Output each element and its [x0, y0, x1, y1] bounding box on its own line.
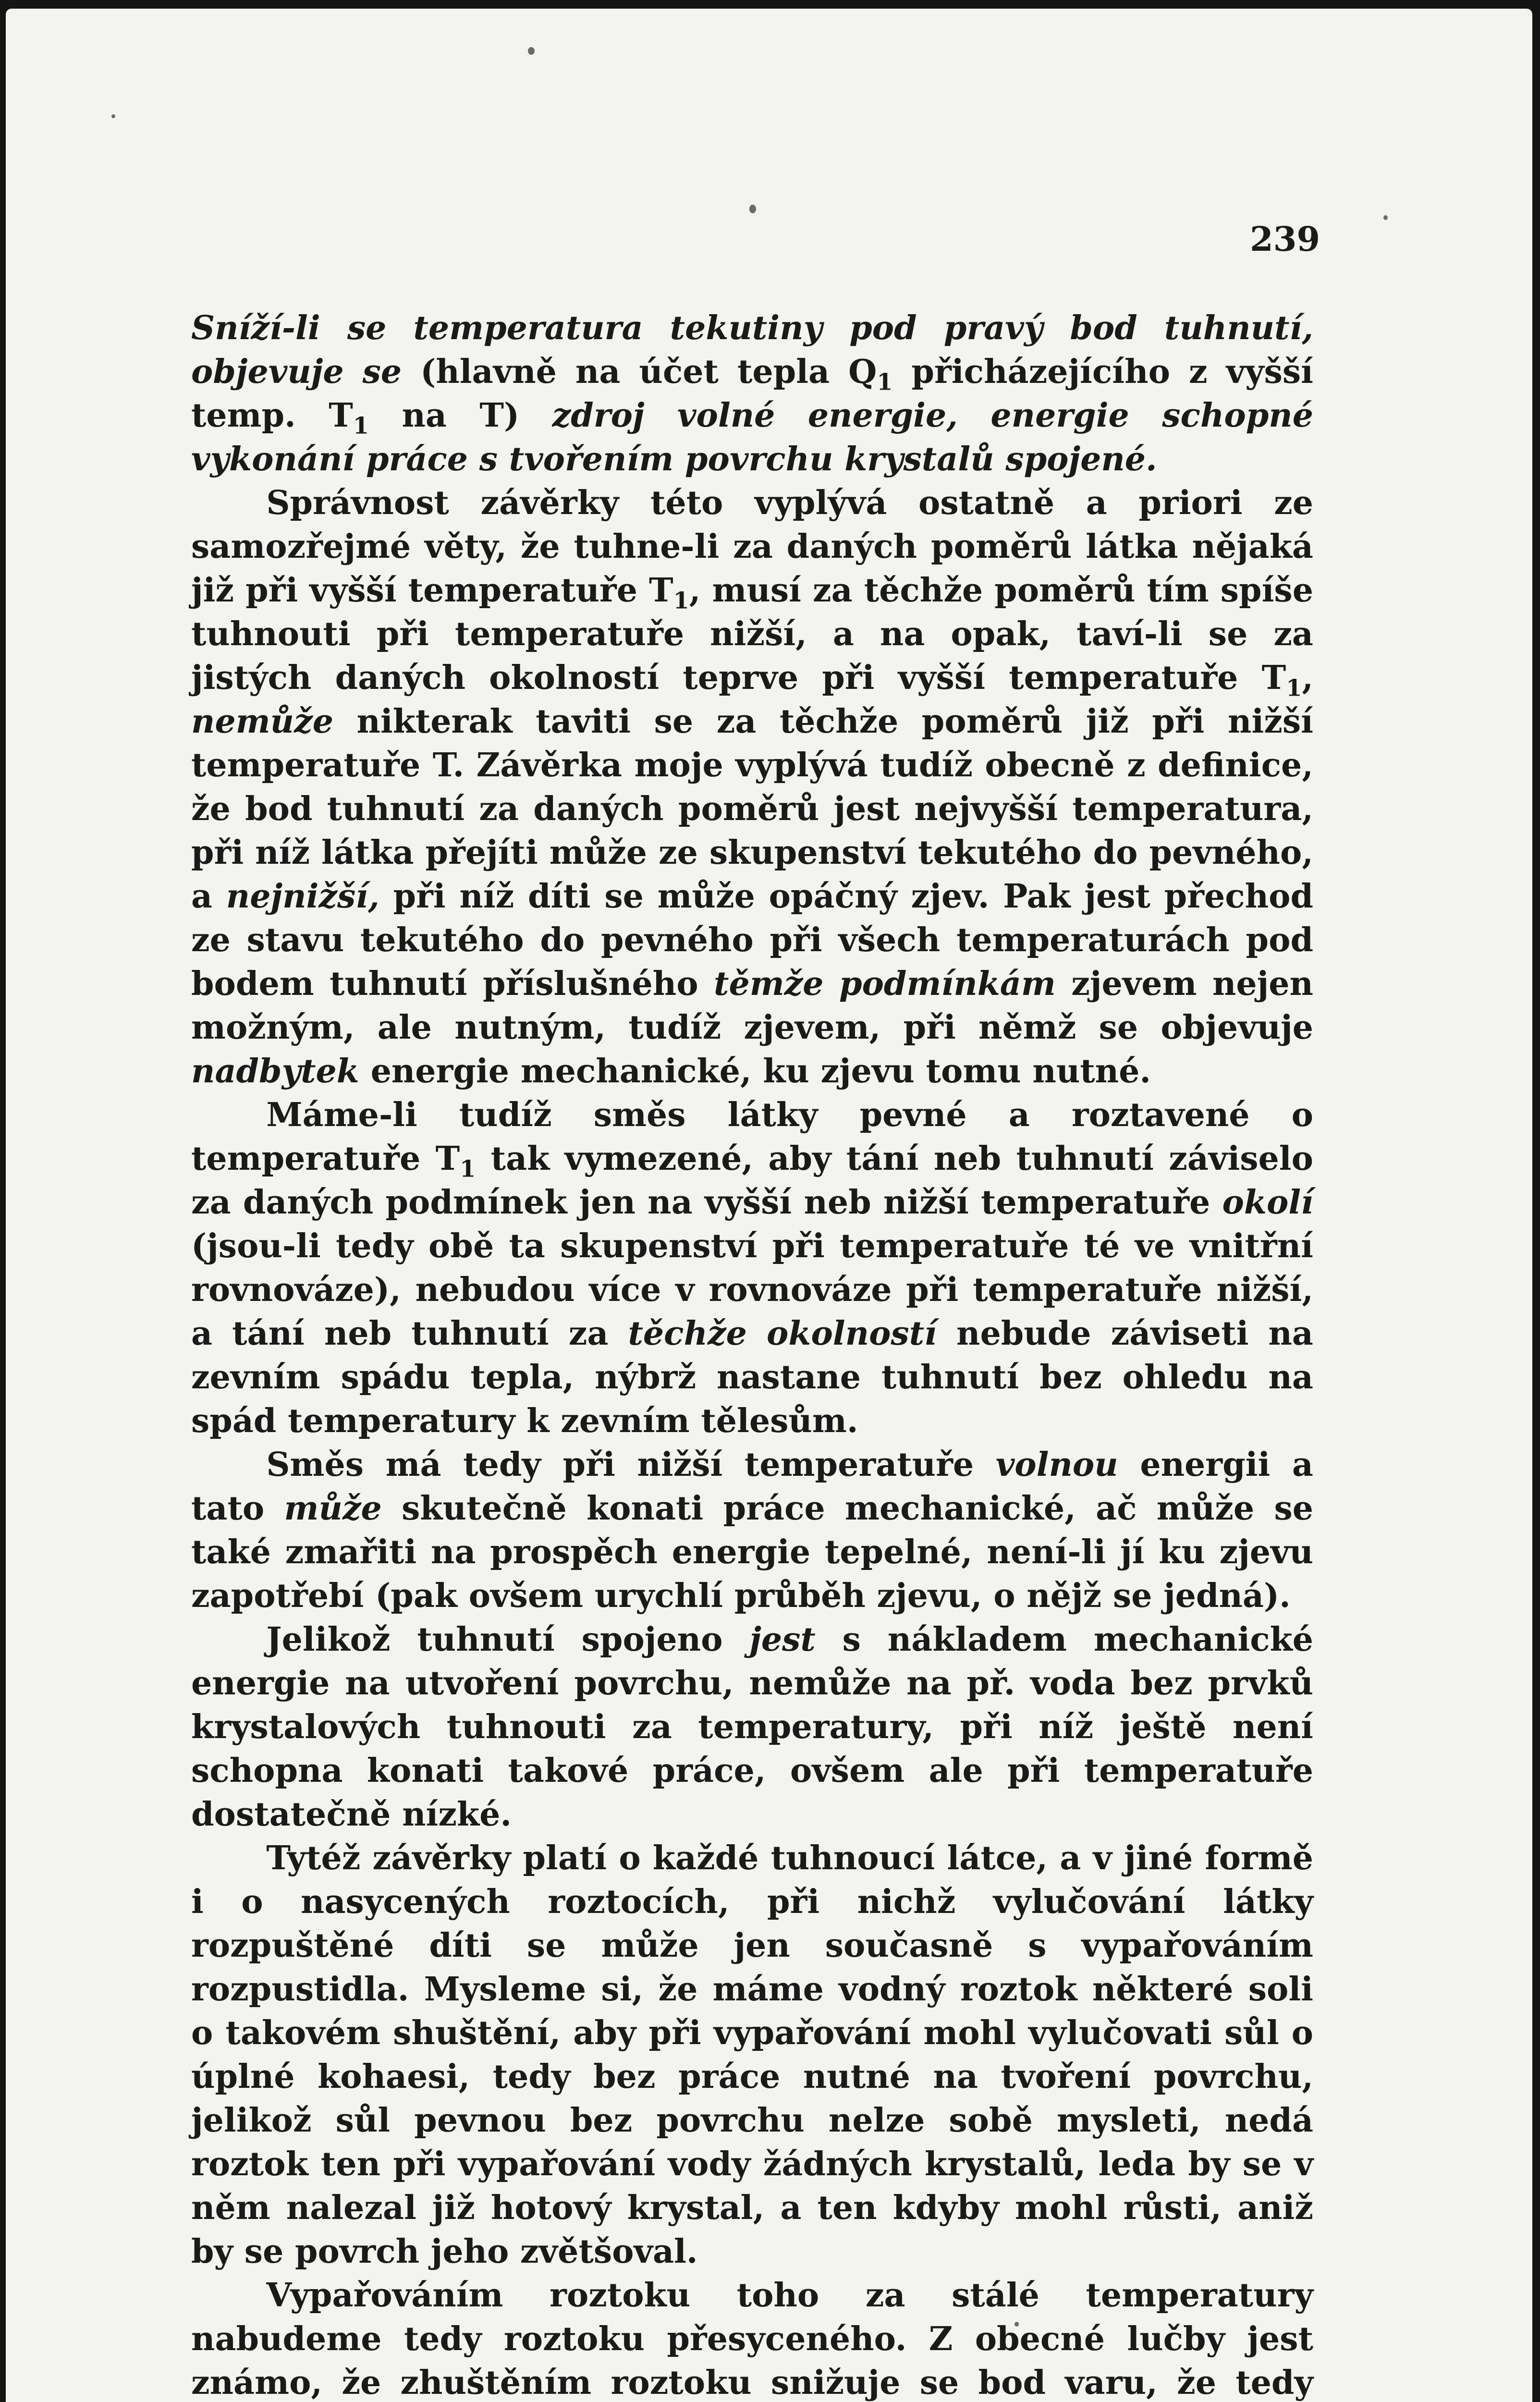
- text-run: nebude záviseti na zevním spádu tepla, nýbrž nastane tuhnutí bez ohledu na spád temperatury k zevním tělesům.: [191, 1314, 1313, 1440]
- speck: [1383, 215, 1388, 220]
- text-run: nikterak taviti se za těchže poměrů již při nižší temperatuře T. Závěrka moje vyplývá tudíž obecně z definice, že bod tuhnutí za daných poměrů jest nejvyšší temperatura, při níž látka přejíti může ze skupenství tekutého do pevného, a: [191, 702, 1313, 916]
- speck: [528, 47, 535, 55]
- text-run: Tytéž závěrky platí o každé tuhnoucí látce, a v jiné formě i o nasycených roztocích, při nichž vylučování látky rozpuštěné díti se může jen současně s vypařováním rozpustidla. Mysleme si, že máme vodný roztok některé soli o takovém shuštění, aby při vypařování mohl vylučovati sůl o úplné kohaesi, tedy bez práce nutné na tvoření povrchu, jelikož sůl pevnou bez povrchu nelze sobě mysleti, nedá roztok ten při vypařování vody žádných krystalů, leda by se v něm nalezal již hotový krystal, a ten kdyby mohl růsti, aniž by se povrch jeho zvětšoval.: [191, 1839, 1313, 2271]
- italic-text: zdroj volné energie, energie schopné vykonání práce s tvořením povrchu krystalů spojené.: [191, 396, 1313, 478]
- text-run: skutečně konati práce mechanické, ač může se také zmařiti na prospěch energie tepelné, není-li jí ku zjevu zapotřebí (pak ovšem urychlí průběh zjevu, o nějž se jedná).: [191, 1489, 1313, 1615]
- text-run: Jelikož tuhnutí spojeno: [266, 1620, 750, 1659]
- subscript: 1: [353, 412, 369, 440]
- paragraph: [191, 2274, 1313, 2402]
- text-run: ,: [1302, 659, 1313, 697]
- text-run: (hlavně na účet tepla Q: [402, 353, 877, 391]
- text-run: s nákladem mechanické energie na utvoření povrchu, nemůže na př. voda bez prvků krystalových tuhnouti za temperatury, při níž ještě není schopna konati takové práce, ovšem ale při temperatuře dostatečně nízké.: [191, 1620, 1314, 1834]
- speck: [749, 205, 756, 213]
- subscript: 1: [877, 368, 893, 396]
- italic-text: těmže podmínkám: [714, 965, 1056, 1003]
- speck: [111, 114, 115, 118]
- italic-text: nadbytek: [191, 1052, 359, 1091]
- italic-text: okolí: [1222, 1183, 1313, 1222]
- text-run: na T): [369, 396, 552, 435]
- text-run: tak vymezené, aby tání neb tuhnutí záviselo za daných podmínek jen na vyšší neb nižší temperatuře: [191, 1140, 1313, 1222]
- body-text: [191, 306, 1313, 2402]
- text-run: Správnost závěrky této vyplývá ostatně a priori ze samozřejmé věty, že tuhne-li za daných poměrů látka nějaká již při vyšší temperatuře T: [191, 484, 1313, 610]
- subscript: 1: [673, 587, 689, 614]
- text-run: energii a tato: [191, 1446, 1313, 1528]
- paragraph: [191, 481, 1313, 1093]
- book-page: [6, 9, 1532, 2402]
- text-run: při níž díti se může opáčný zjev. Pak jest přechod ze stavu tekutého do pevného při všech temperaturách pod bodem tuhnutí příslušného: [191, 877, 1314, 1003]
- paragraph: [191, 1618, 1313, 1837]
- subscript: 1: [1286, 674, 1302, 702]
- italic-text: může: [284, 1489, 382, 1528]
- italic-text: volnou: [995, 1446, 1118, 1484]
- text-run: zjevem nejen možným, ale nutným, tudíž zjevem, při němž se objevuje: [191, 965, 1313, 1047]
- italic-text: nemůže: [191, 702, 333, 741]
- text-run: Vypařováním roztoku toho za stálé temperatury nabudeme tedy roztoku přesyceného. Z obecné lučby jest známo, že zhuštěním roztoku snižuje se bod varu, že tedy: [191, 2276, 1313, 2402]
- italic-text: jest: [749, 1620, 816, 1659]
- text-run: energie mechanické, ku zjevu tomu nutné.: [359, 1052, 1151, 1091]
- paragraph: [191, 1093, 1313, 1443]
- paragraph: [191, 306, 1313, 481]
- paragraph: [191, 1443, 1313, 1618]
- paragraph: [191, 1837, 1313, 2274]
- italic-text: Sníží-li se temperatura tekutiny pod pravý bod tuhnutí, objevuje se: [191, 309, 1313, 391]
- italic-text: těchže okolností: [628, 1314, 937, 1353]
- text-run: přicházejícího z vyšší temp. T: [191, 353, 1313, 435]
- subscript: 1: [460, 1155, 476, 1183]
- italic-text: nejnižší,: [226, 877, 379, 916]
- text-run: , musí za těchže poměrů tím spíše tuhnouti při temperatuře nižší, a na opak, taví-li se za jistých daných okolností teprve při vyšší temperatuře T: [191, 571, 1313, 697]
- text-run: Směs má tedy při nižší temperatuře: [266, 1446, 996, 1484]
- text-run: (jsou-li tedy obě ta skupenství při temperatuře té ve vnitřní rovnováze), nebudou více v rovnováze při temperatuře nižší, a tání neb tuhnutí za: [191, 1227, 1313, 1353]
- page-number: 239: [1250, 219, 1320, 259]
- text-run: Máme-li tudíž směs látky pevné a roztavené o temperatuře T: [191, 1096, 1313, 1178]
